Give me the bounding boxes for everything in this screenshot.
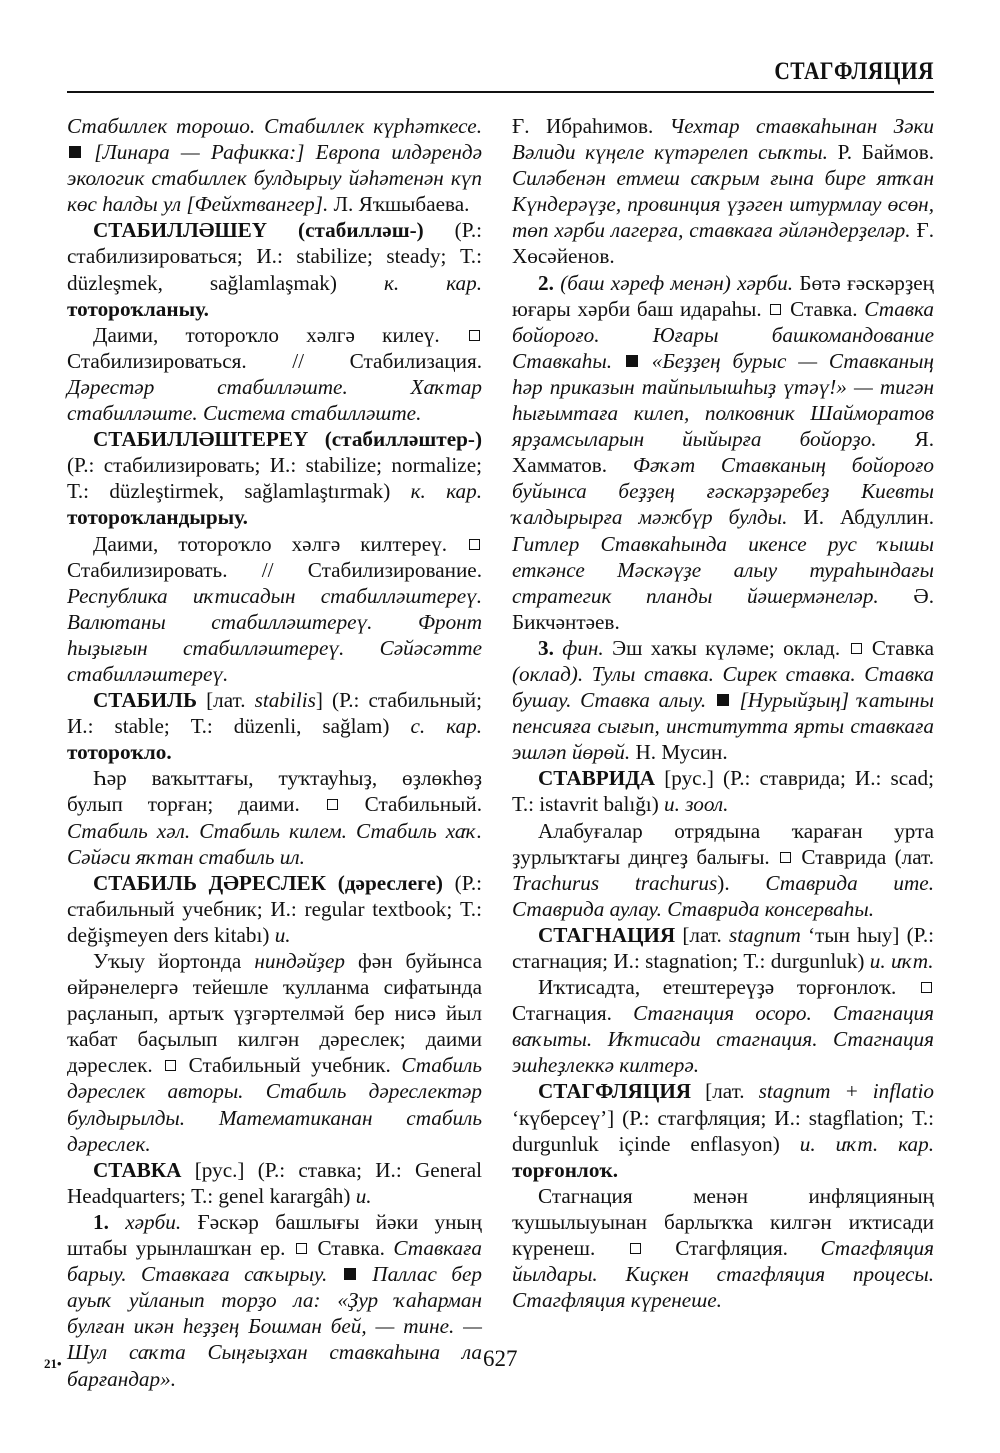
russian-equivalent-marker-icon (469, 330, 480, 341)
russian-equivalent: Стагфляция. (675, 1236, 788, 1261)
cross-reference: тотороҡланыу. (67, 296, 209, 321)
equivalents: (Р.: ставрида; И.: scad; Т.: istavrit balığı) (512, 766, 935, 817)
latin-name: Trachurus trachurus (512, 870, 718, 895)
sense-number: 2. (538, 270, 554, 295)
russian-equivalent: Ставка. (317, 1236, 385, 1261)
equivalents: (Р.: стабильный учебник; И.: regular textbook; Т.: değişmeyen ders kitabı) (67, 870, 483, 947)
sense-label: хәрби. (125, 1209, 182, 1234)
russian-equivalent: Ставка (871, 635, 935, 660)
headword: СТАБИЛЬ ДӘРЕСЛЕК (93, 870, 327, 895)
cross-reference: торғонлоҡ. (512, 1157, 619, 1182)
left-column (67, 113, 482, 1392)
entry-stabillashtereu-definition (67, 531, 482, 688)
russian-equivalent-marker-icon (770, 304, 781, 315)
signature-mark: 21• (44, 1356, 62, 1371)
quote-author: Р. Баймов. (837, 140, 934, 165)
russian-equivalent: Стабилизировать. // Стабилизирование. (67, 557, 482, 582)
definition: Бөтә ғәскәрҙең юғары хәрби баш идараһы. (512, 270, 935, 321)
sense-number: 1. (93, 1209, 109, 1234)
grammar-labels: к. кар. (410, 479, 483, 504)
russian-equivalent: Ставка. (790, 296, 858, 321)
definition: Алабуғалар отрядына ҡараған урта ҙурлыҡтағы диңгеҙ балығы. (512, 818, 934, 869)
usage-examples: Республика иҡтисадын стабилләштереү. Валютаны стабилләштереү. Фронт һыҙығын стабилләштереү. Сәйәсәтте стабилләштереү. (67, 583, 482, 686)
equivalents: (Р.: стагнация; И.: stagnation; Т.: durgunluk) (512, 922, 934, 973)
literary-quote-marker-icon (717, 694, 729, 706)
usage-examples: Ставкаға барыу. Ставкаға саҡырыу. (67, 1236, 482, 1287)
literary-quote: Чехтар ставкаһынан Зәки Вәлиди күңеле күтәрелеп сыҡты. (512, 114, 935, 165)
stem: (дәреслеге) (337, 870, 443, 895)
page-number: 627 (483, 1346, 518, 1371)
definition: Даими, тотороҡло хәлгә килтереү. (93, 531, 448, 556)
literary-quote: Силәбенән етмеш саҡрым ғына бире ятҡан Күндерәүҙе, провинция үҙәген штурмлау өсөн, төп хәрби лагерға, ставкаға әйләндерҙеләр. (512, 166, 934, 243)
grammar-labels: и. (274, 922, 291, 947)
literary-quote: Фәҡәт Ставканың бойороғо буйынса беҙҙең ғәскәрҙәребеҙ Киевты ҡалдырырға мәжбүр булды. (512, 453, 934, 530)
definition-italic: ниндәйҙер (254, 949, 345, 973)
definition: Даими, тотороҡло хәлгә килеү. (93, 322, 440, 347)
quote-author: Ғ. Ибраһимов. (512, 114, 654, 138)
entry-stabil-definition (67, 765, 482, 869)
literary-quote-marker-icon (344, 1268, 356, 1280)
definition: Ғәскәр башлығы йәки уның штабы урынлашҡан ер. (67, 1209, 483, 1261)
equivalents: (Р.: стабильный; И.: stable; Т.: düzenli, sağlam) (67, 688, 483, 739)
headword: СТАГНАЦИЯ (538, 922, 676, 947)
origin: [рус.] (664, 766, 714, 791)
russian-equivalent: Стабильный. (364, 792, 482, 817)
headword: СТАВРИДА (538, 766, 656, 791)
usage-examples: Стабиль дәреслек авторы. Стабиль дәреслектәр булдырылды. Математиканан стабиль дәреслек. (67, 1053, 483, 1156)
russian-equivalent-marker-icon (851, 643, 862, 654)
entry-stabil (67, 687, 482, 765)
headword: СТАГФЛЯЦИЯ (538, 1079, 692, 1104)
headword: СТАБИЛЬ (93, 688, 197, 713)
definition: фән буйынса өйрәнелергә тейешле ҡулланма сифатында раҫланып, артыҡ үҙгәртелмәй бер нисә йыл ҡабат баҫылып килгән дәреслек; даими дәреслек. (67, 949, 482, 1078)
sense-label: фин. (562, 635, 604, 660)
origin: [рус.] (194, 1157, 245, 1182)
definition: Стагнация менән инфляцияның ҡушылыуынан барлыҡҡа килгән иҡтисади күренеш. (512, 1183, 934, 1261)
russian-equivalent: Стагнация. (512, 1001, 612, 1026)
entry-stabillasheu (67, 217, 482, 321)
russian-equivalent-marker-icon (327, 799, 338, 810)
stem: (стабилләштер-) (324, 427, 482, 452)
grammar-labels: к. кар. (383, 270, 483, 295)
sense-number: 3. (538, 635, 554, 660)
literary-quote: Гитлер Ставкаһында икенсе рус ҡышы еткәнсе Мәскәүҙе алыу тураһындағы стратегик планды йәшермәнеләр. (512, 531, 934, 608)
grammar-labels: и. зоол. (664, 792, 729, 817)
etymology-word: stagnum (728, 922, 801, 947)
etymology-prefix: [лат. (682, 922, 722, 947)
usage-examples: Стабиль хәл. Стабиль килем. Стабиль хаҡ. Сәйәси яҡтан стабиль ил. (67, 818, 482, 869)
header-rule (67, 91, 934, 93)
equivalents: (Р.: ставка; И.: General Headquarters; Т.: genel karargâh) (67, 1157, 483, 1208)
etymology-gloss: ‘күберсеү’] (512, 1105, 615, 1130)
right-column (512, 113, 934, 1313)
literary-quote: «Беҙҙең бурыс — Ставканың һәр приказын тайпылышһыҙ үтәү!» — тигән һығымтаға килеп, полковник Шайморатов ярҙамсыларын йыйырға бойорҙо. (512, 348, 935, 452)
literary-quote-marker-icon (626, 355, 638, 367)
entry-stagflyaciya-definition (512, 1183, 934, 1313)
quote-author: Н. Мусин. (635, 740, 728, 765)
headword: СТАБИЛЛӘШТЕРЕҮ (93, 427, 309, 452)
etymology-gloss: ‘тын һыу] (807, 922, 900, 947)
quote-author: Ә. Бикчәнтәев. (512, 583, 934, 634)
stem: (стабилләш-) (298, 218, 424, 243)
equivalents: (Р.: стагфляция; И.: stagflation; Т.: durgunluk içinde enflasyon) (512, 1105, 934, 1156)
entry-stabillasheu-definition (67, 322, 482, 426)
etymology-word: stagnum + inflatio (758, 1079, 935, 1104)
usage-examples: Стагнация осоро. Стагнация ваҡыты. Иҡтисади стагнация. Стагнация эшһеҙлеккә килтерә. (512, 1001, 934, 1078)
latin-suffix: ). (717, 870, 730, 895)
russian-equivalent: Стабильный учебник. (188, 1053, 391, 1078)
entry-continuation (67, 113, 482, 217)
russian-equivalent-marker-icon (780, 852, 791, 863)
russian-equivalent-note: (оклад). (512, 661, 584, 686)
quote-author: Л. Яҡшыбаева. (333, 192, 470, 217)
cross-reference: тотороҡландырыу. (67, 505, 248, 530)
entry-stavka-continuation (512, 113, 934, 270)
russian-equivalent-marker-icon (469, 539, 480, 550)
russian-equivalent-marker-icon (630, 1243, 641, 1254)
etymology-prefix: [лат. (206, 688, 246, 713)
literary-quote-marker-icon (69, 146, 81, 158)
entry-stavrida-definition (512, 818, 934, 922)
russian-equivalent: Стабилизироваться. // Стабилизация. (67, 348, 482, 373)
literary-quote: Паллас бер ауыҡ уйланып торҙо ла: «Ҙур ҡаһарман булған икән һеҙҙең Бошман бей, — тине. — Шул саҡта Сыңғыҙхан ставкаһына ла барғандар». (67, 1262, 482, 1391)
usage-examples: Ставрида ите. Ставрида аулау. Ставрида консерваһы. (512, 870, 935, 921)
definition: Уҡыу йортонда (93, 949, 242, 973)
entry-stavka (67, 1157, 482, 1209)
quote-author: Я. Хамматов. (512, 427, 934, 478)
grammar-labels: с. кар. (410, 714, 482, 739)
entry-stavka-sense-2 (512, 270, 934, 635)
cross-reference: тотороҡло. (67, 740, 172, 765)
entry-stabil-dareslek (67, 870, 482, 948)
usage-examples: Стагфляция йылдары. Киҫкен стагфляция процесы. Стагфляция күренеше. (512, 1236, 934, 1313)
entry-stagnaciya (512, 922, 934, 974)
usage-examples: Ставка бойороғо. Юғары башкомандование Ставкаһы. (512, 296, 935, 373)
literary-quote: [Нурыйҙың] ҡатыны пенсияға сығып, институтта ярты ставкаға эшләп йөрөй. (512, 688, 935, 765)
russian-equivalent: Ставрида (801, 844, 887, 869)
definition: Эш хаҡы күләме; оклад. (612, 635, 841, 660)
definition: Һәр ваҡыттағы, туҡтауһыҙ, өҙлөкһөҙ булып торған; даими. (67, 766, 482, 817)
sense-label: (баш хәреф менән) хәрби. (560, 270, 794, 295)
quote-author: И. Абдуллин. (803, 505, 934, 530)
equivalents: (Р.: стабилизировать; И.: stabilize; normalize; Т.: düzleştirmek, sağlamlaştırmak) (67, 453, 482, 504)
literary-quote: [Линара — Рафикка:] Европа илдәрендә экологик стабиллек булдырыу йәһәтенән күп көс һалды ул [Фейхтвангер]. (67, 140, 482, 217)
russian-equivalent-marker-icon (296, 1243, 307, 1254)
entry-stavrida (512, 765, 934, 817)
equivalents: (Р.: стабилизироваться; И.: stabilize; steady; Т.: düzleşmek, sağlamlaşmak) (67, 218, 483, 295)
russian-equivalent-marker-icon (165, 1060, 176, 1071)
etymology-prefix: [лат. (705, 1079, 745, 1104)
entry-stavka-sense-1 (67, 1209, 482, 1392)
usage-examples: Тулы ставка. Сирек ставка. Ставка бушау. Ставка алыу. (512, 661, 935, 713)
quote-author: Ғ. Хөсәйенов. (512, 218, 935, 269)
etymology-word: stabilis (254, 688, 316, 713)
grammar-labels: и. иҡт. кар. (799, 1131, 934, 1156)
headword: СТАБИЛЛӘШЕҮ (93, 218, 268, 243)
entry-stagflyaciya (512, 1078, 934, 1182)
entry-stabillashtereu (67, 426, 482, 530)
usage-examples: Стабиллек торошо. Стабиллек күрһәткесе. (67, 114, 482, 138)
usage-examples: Дәрестәр стабилләште. Хаҡтар стабилләште. Система стабилләште. (67, 374, 482, 426)
entry-stagnaciya-definition (512, 974, 934, 1078)
grammar-labels: и. иҡт. (869, 949, 934, 973)
headword: СТАВКА (93, 1157, 182, 1182)
etymology-suffix: ] (315, 688, 323, 713)
latin-prefix: (лат. (894, 844, 935, 869)
russian-equivalent-marker-icon (921, 982, 932, 993)
running-head: СТАГФЛЯЦИЯ (774, 58, 934, 85)
definition: Иҡтисадта, етештереүҙә торғонлоҡ. (538, 975, 897, 1000)
grammar-labels: и. (355, 1183, 372, 1208)
entry-stavka-sense-3 (512, 635, 934, 765)
entry-stabil-dareslek-definition (67, 948, 482, 1157)
